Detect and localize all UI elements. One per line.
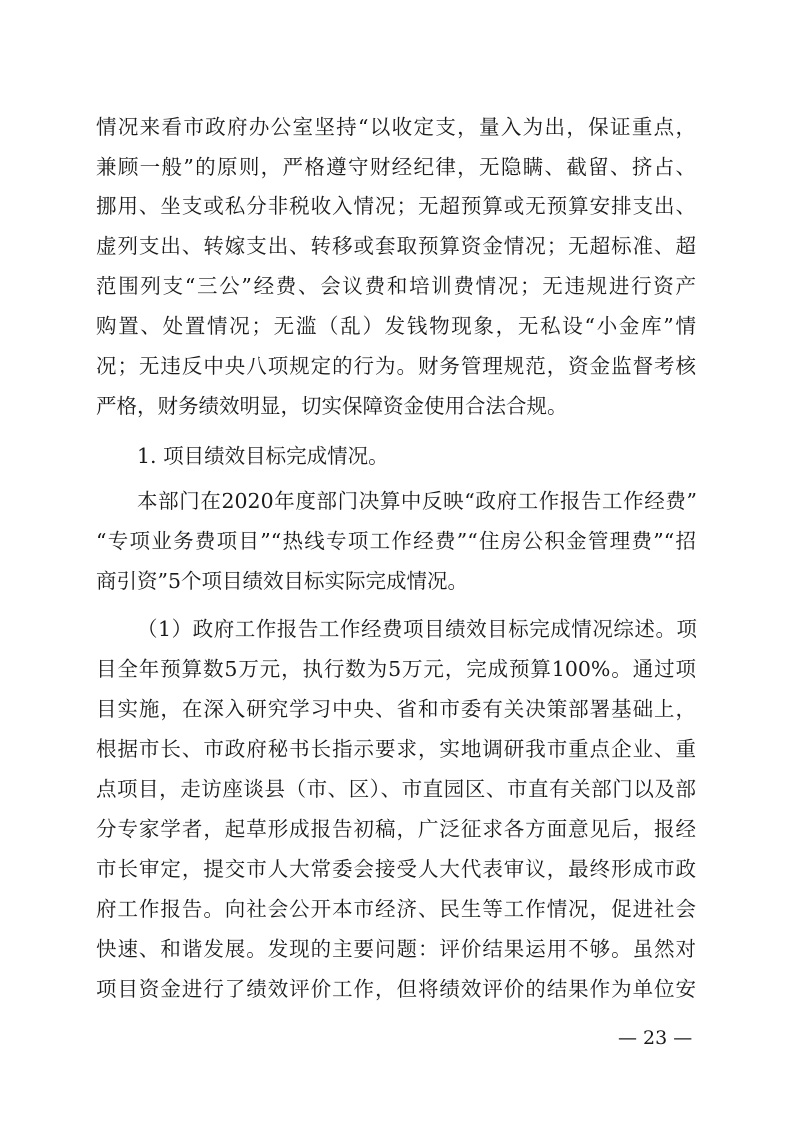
body-line-3: 挪用、坐支或私分非税收入情况；无超预算或无预算安排支出、: [96, 194, 696, 218]
page-number: — 23 —: [618, 1027, 693, 1049]
body-line-1: 情况来看市政府办公室坚持“以收定支，量入为出，保证重点，: [96, 115, 696, 139]
body-line-14: 目全年预算数5万元，执行数为5万元，完成预算100%。通过项: [96, 657, 696, 681]
body-line-6: 购置、处置情况；无滥（乱）发钱物现象，无私设“小金库”情: [96, 314, 696, 338]
body-line-5: 范围列支“三公”经费、会议费和培训费情况；无违规进行资产: [96, 274, 696, 298]
body-line-17: 点项目，走访座谈县（市、区）、市直园区、市直有关部门以及部: [96, 777, 696, 801]
body-line-22: 项目资金进行了绩效评价工作，但将绩效评价的结果作为单位安: [96, 977, 696, 1001]
body-line-8: 严格，财务绩效明显，切实保障资金使用合法合规。: [96, 394, 568, 418]
body-line-21: 快速、和谐发展。发现的主要问题：评价结果运用不够。虽然对: [96, 937, 696, 961]
section-heading: 1. 项目绩效目标完成情况。: [137, 444, 389, 468]
body-line-7: 况；无违反中央八项规定的行为。财务管理规范，资金监督考核: [96, 354, 696, 378]
body-line-20: 府工作报告。向社会公开本市经济、民生等工作情况，促进社会: [96, 897, 696, 921]
body-line-18: 分专家学者，起草形成报告初稿，广泛征求各方面意见后，报经: [96, 817, 696, 841]
body-line-16: 根据市长、市政府秘书长指示要求，实地调研我市重点企业、重: [96, 737, 696, 761]
body-line-19: 市长审定，提交市人大常委会接受人大代表审议，最终形成市政: [96, 857, 696, 881]
body-line-12: 商引资”5个项目绩效目标实际完成情况。: [96, 569, 469, 593]
body-line-15: 目实施，在深入研究学习中央、省和市委有关决策部署基础上，: [96, 697, 696, 721]
body-line-11: “专项业务费项目”“热线专项工作经费”“住房公积金管理费”“招: [96, 529, 696, 553]
body-line-4: 虚列支出、转嫁支出、转移或套取预算资金情况；无超标准、超: [96, 234, 696, 258]
body-line-13: （1）政府工作报告工作经费项目绩效目标完成情况综述。项: [137, 617, 697, 641]
body-line-2: 兼顾一般”的原则，严格遵守财经纪律，无隐瞒、截留、挤占、: [96, 155, 696, 179]
body-line-10: 本部门在2020年度部门决算中反映“政府工作报告工作经费”: [137, 489, 697, 513]
